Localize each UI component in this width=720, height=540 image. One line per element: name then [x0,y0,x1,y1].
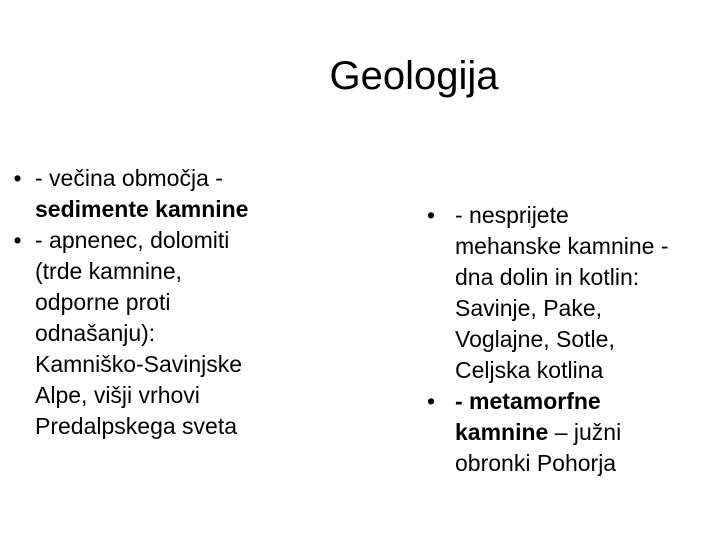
bullet-text-line [35,411,340,442]
bullet-text-line [35,194,340,225]
text-segment: Alpe, višji vrhovi [35,382,200,408]
bullet-text-line [35,256,340,287]
bullet-text-line [35,380,340,411]
text-segment: Predalpskega sveta [35,413,238,439]
bullet-text-line [455,231,720,262]
bullet-text-line [455,448,720,479]
text-segment: Celjska kotlina [455,357,604,383]
bullet-text-line [455,200,720,231]
bullet-text-line [455,262,720,293]
bullet-dot-icon: • [13,227,22,253]
text-segment: (trde kamnine, [35,258,183,284]
bullet-item [384,200,720,386]
bold-text-segment: - metamorfne [455,388,601,414]
text-segment: odnašanju): [35,320,156,346]
bullet-text-line [455,324,720,355]
text-segment: Savinje, Pake, [455,295,603,321]
bullet-dot-icon: • [426,388,436,414]
right-bullet-list [384,200,720,479]
bullet-item [0,225,340,442]
bullet-item [384,386,720,479]
text-segment: dna dolin in kotlin: [455,264,640,290]
bullet-text-line [35,318,340,349]
text-segment: odporne proti [35,289,171,315]
text-segment: Kamniško-Savinjske [35,351,243,377]
text-segment: - apnenec, dolomiti [35,227,230,253]
bullet-text-line [35,287,340,318]
bullet-text-line [35,349,340,380]
bullet-dot-icon: • [426,202,436,228]
bullet-item [0,163,340,225]
bullet-text-line [455,293,720,324]
left-bullet-list [0,163,340,442]
text-segment: Voglajne, Sotle, [455,326,615,352]
text-segment: mehanske kamnine - [455,233,669,259]
bullet-text-line [455,386,720,417]
bold-text-segment: sedimente kamnine [35,196,249,222]
text-segment: obronki Pohorja [455,450,617,476]
text-segment: - večina območja - [35,165,223,191]
bullet-text-line [35,225,340,256]
bullet-text-line [455,417,720,448]
bullet-text-line [455,355,720,386]
bold-text-segment: kamnine [455,419,549,445]
bullet-dot-icon: • [13,165,22,191]
text-segment: - nesprijete [455,202,569,228]
text-segment: – južni [548,419,622,445]
bullet-text-line [35,163,340,194]
slide-title: Geologija [329,54,499,98]
